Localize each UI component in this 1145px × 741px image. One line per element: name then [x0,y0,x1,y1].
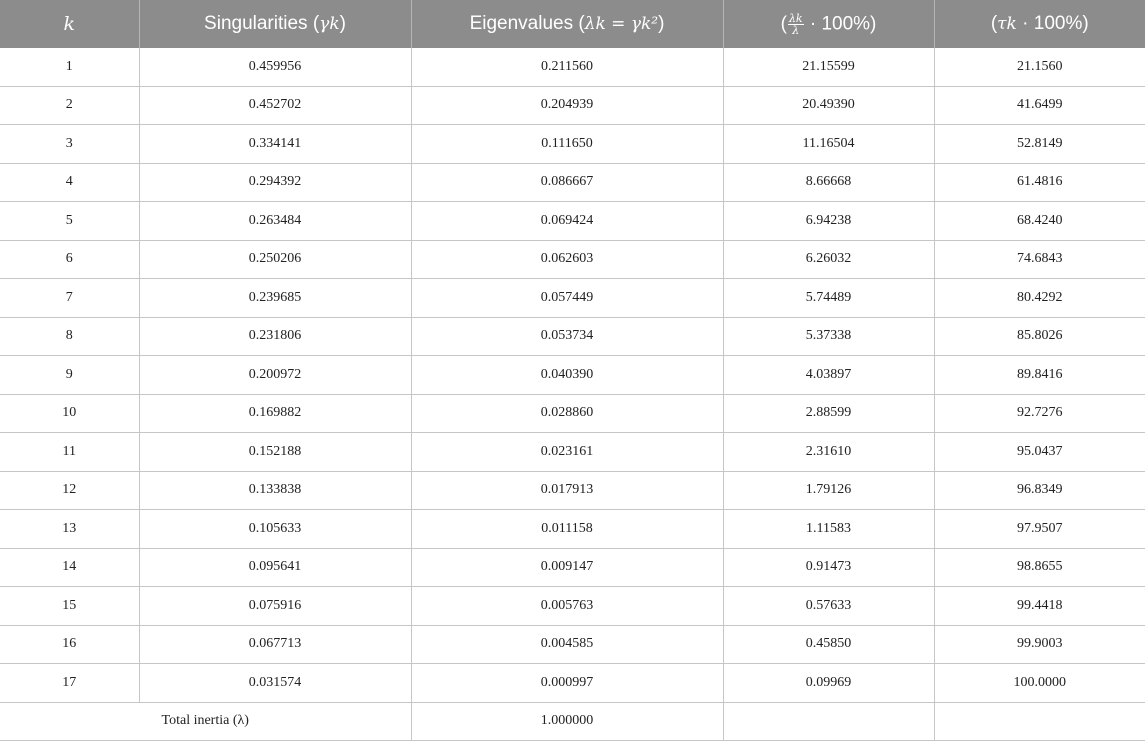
cell-k: 14 [0,548,139,587]
cell-eigenvalue: 0.204939 [411,86,723,125]
cell-k: 15 [0,587,139,626]
cell-singularity: 0.459956 [139,48,411,86]
cell-singularity: 0.133838 [139,471,411,510]
cell-eigenvalue: 0.069424 [411,202,723,241]
cell-k: 6 [0,240,139,279]
cell-eigenvalue: 0.057449 [411,279,723,318]
cell-singularity: 0.095641 [139,548,411,587]
cell-ratio: 5.74489 [723,279,934,318]
cell-ratio: 5.37338 [723,317,934,356]
cell-k: 3 [0,125,139,164]
cell-ratio: 8.66668 [723,163,934,202]
cell-k: 10 [0,394,139,433]
table-row [0,587,1145,626]
cell-tau: 89.8416 [934,356,1145,395]
cell-tau: 96.8349 [934,471,1145,510]
cell-tau: 99.9003 [934,625,1145,664]
total-tau-empty [934,702,1145,741]
table-row [0,48,1145,86]
cell-k: 13 [0,510,139,549]
table-row [0,279,1145,318]
table-row [0,625,1145,664]
cell-ratio: 2.31610 [723,433,934,472]
cell-k: 4 [0,163,139,202]
cell-singularity: 0.067713 [139,625,411,664]
cell-singularity: 0.452702 [139,86,411,125]
table-row [0,548,1145,587]
cell-singularity: 0.031574 [139,664,411,703]
cell-ratio: 6.26032 [723,240,934,279]
table-row [0,394,1145,433]
cell-ratio: 1.79126 [723,471,934,510]
cell-tau: 41.6499 [934,86,1145,125]
cell-tau: 92.7276 [934,394,1145,433]
cell-k: 1 [0,48,139,86]
cell-tau: 95.0437 [934,433,1145,472]
total-eigenvalue: 1.000000 [411,702,723,741]
cell-ratio: 0.57633 [723,587,934,626]
table-row [0,510,1145,549]
cell-k: 17 [0,664,139,703]
cell-singularity: 0.239685 [139,279,411,318]
cell-k: 8 [0,317,139,356]
table-row [0,356,1145,395]
ratio-fraction: $\frac{\lambda k}{\lambda}$ [788,11,803,37]
cell-ratio: 20.49390 [723,86,934,125]
total-ratio-empty [723,702,934,741]
table-row [0,86,1145,125]
cell-tau: 80.4292 [934,279,1145,318]
cell-ratio: 0.09969 [723,664,934,703]
cell-singularity: 0.334141 [139,125,411,164]
total-inertia-label: Total inertia (λ) [0,702,411,741]
cell-ratio: 4.03897 [723,356,934,395]
cell-ratio: 0.45850 [723,625,934,664]
cell-eigenvalue: 0.040390 [411,356,723,395]
total-row [0,702,1145,741]
cell-tau: 52.8149 [934,125,1145,164]
cell-ratio: 2.88599 [723,394,934,433]
cell-tau: 21.1560 [934,48,1145,86]
cell-eigenvalue: 0.023161 [411,433,723,472]
cell-eigenvalue: 0.009147 [411,548,723,587]
cell-tau: 74.6843 [934,240,1145,279]
cell-tau: 98.8655 [934,548,1145,587]
header-tau-percent: (τk · 100%) [934,0,1145,48]
cell-tau: 85.8026 [934,317,1145,356]
table-body [0,48,1145,741]
table-row [0,240,1145,279]
cell-ratio: 21.15599 [723,48,934,86]
cell-singularity: 0.200972 [139,356,411,395]
header-singularities: Singularities (γk) [139,0,411,48]
cell-tau: 68.4240 [934,202,1145,241]
table-row [0,433,1145,472]
cell-k: 16 [0,625,139,664]
header-k: k [0,0,139,48]
cell-ratio: 11.16504 [723,125,934,164]
cell-singularity: 0.263484 [139,202,411,241]
cell-eigenvalue: 0.053734 [411,317,723,356]
cell-singularity: 0.231806 [139,317,411,356]
cell-eigenvalue: 0.004585 [411,625,723,664]
cell-ratio: 6.94238 [723,202,934,241]
table-header [0,0,1145,48]
table-row [0,471,1145,510]
cell-k: 7 [0,279,139,318]
cell-tau: 99.4418 [934,587,1145,626]
cell-eigenvalue: 0.111650 [411,125,723,164]
table-row [0,163,1145,202]
cell-eigenvalue: 0.005763 [411,587,723,626]
cell-tau: 61.4816 [934,163,1145,202]
cell-eigenvalue: 0.086667 [411,163,723,202]
header-row [0,0,1145,48]
cell-tau: 100.0000 [934,664,1145,703]
header-ratio-percent: ( $\frac{\lambda k}{\lambda}$ · 100%) [723,0,934,48]
cell-k: 9 [0,356,139,395]
cell-tau: 97.9507 [934,510,1145,549]
cell-k: 2 [0,86,139,125]
cell-k: 12 [0,471,139,510]
table-row [0,664,1145,703]
cell-eigenvalue: 0.011158 [411,510,723,549]
header-eigenvalues: Eigenvalues (λk = γk²) [411,0,723,48]
cell-eigenvalue: 0.211560 [411,48,723,86]
cell-k: 11 [0,433,139,472]
cell-singularity: 0.294392 [139,163,411,202]
cell-eigenvalue: 0.028860 [411,394,723,433]
cell-ratio: 1.11583 [723,510,934,549]
table-row [0,125,1145,164]
cell-singularity: 0.105633 [139,510,411,549]
cell-singularity: 0.152188 [139,433,411,472]
cell-eigenvalue: 0.000997 [411,664,723,703]
cell-eigenvalue: 0.017913 [411,471,723,510]
cell-ratio: 0.91473 [723,548,934,587]
cell-k: 5 [0,202,139,241]
cell-singularity: 0.250206 [139,240,411,279]
table-row [0,202,1145,241]
cell-singularity: 0.075916 [139,587,411,626]
table-row [0,317,1145,356]
cell-eigenvalue: 0.062603 [411,240,723,279]
cell-singularity: 0.169882 [139,394,411,433]
